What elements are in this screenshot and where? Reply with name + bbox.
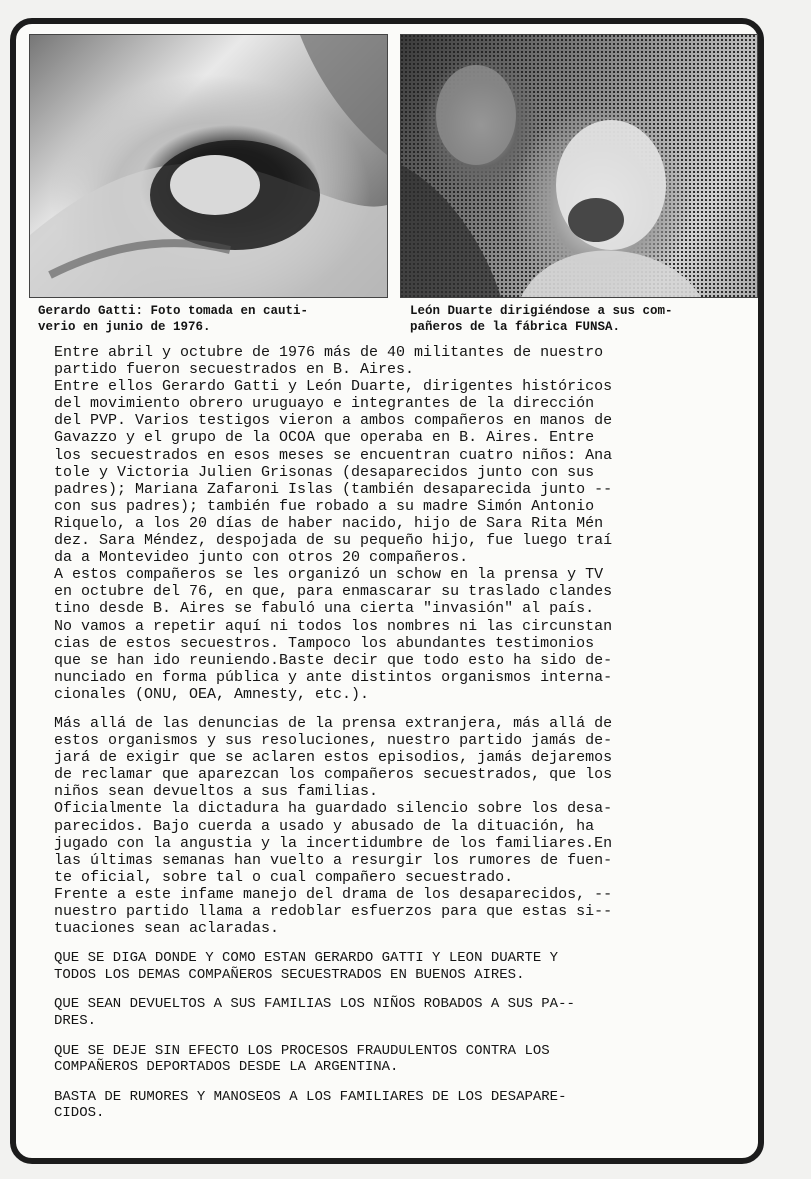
article-body: [54, 344, 754, 1122]
paragraph-1: Entre abril y octubre de 1976 más de 40 militantes de nuestro partido fueron secuestrados en B. Aires. Entre ellos Gerardo Gatti y León Duarte, dirigentes históricos del movimiento obrero uruguayo e integrantes de la dirección del PVP. Varios testigos vieron a ambos compañeros en manos de Gavazzo y el grupo de la OCOA que operaba en B. Aires. Entre los secuestrados en esos meses se encuentran cuatro niños: Ana tole y Victoria Julien Grisonas (desaparecidos junto con sus padres); Mariana Zafaroni Islas (también desaparecida junto -- con sus padres); también fue robado a su madre Simón Antonio Riquelo, a los 20 días de haber nacido, hijo de Sara Rita Mén dez. Sara Méndez, despojada de su pequeño hijo, fue luego traí da a Montevideo junto con otros 20 compañeros. A estos compañeros se les organizó un schow en la prensa y TV en octubre del 76, en que, para enmascarar su traslado clandes tino desde B. Aires se fabuló una cierta "invasión" al país. No vamos a repetir aquí ni todos los nombres ni las circunstan cias de estos secuestros. Tampoco los abundantes testimonios que se han ido reuniendo.Baste decir que todo esto ha sido de- nunciado en forma pública y ante distintos organismos interna- cionales (ONU, OEA, Amnesty, etc.).: [54, 344, 613, 703]
photo-right-shapes: [401, 35, 757, 297]
photo-leon-duarte: [400, 34, 758, 298]
demand-2: QUE SEAN DEVUELTOS A SUS FAMILIAS LOS NIÑOS ROBADOS A SUS PA-- DRES.: [54, 996, 575, 1029]
caption-gerardo-gatti: Gerardo Gatti: Foto tomada en cauti- verio en junio de 1976.: [38, 304, 309, 334]
photo-gerardo-gatti: [29, 34, 388, 298]
paragraph-2: Más allá de las denuncias de la prensa extranjera, más allá de estos organismos y sus resoluciones, nuestro partido jamás de- jará de exigir que se aclaren estos episodios, jamás dejaremos de reclamar que aparezcan los compañeros secuestrados, que los niños sean devueltos a sus familias. Oficialmente la dictadura ha guardado silencio sobre los desa- parecidos. Bajo cuerda a usado y abusado de la dituación, ha jugado con la angustia y la incertidumbre de los familiares.En las últimas semanas han vuelto a resurgir los rumores de fuen- te oficial, sobre tal o cual compañero secuestrado. Frente a este infame manejo del drama de los desaparecidos, -- nuestro partido llama a redoblar esfuerzos para que estas si-- tuaciones sean aclaradas.: [54, 714, 613, 938]
caption-leon-duarte: León Duarte dirigiéndose a sus com- pañeros de la fábrica FUNSA.: [410, 304, 673, 334]
demand-1: QUE SE DIGA DONDE Y COMO ESTAN GERARDO GATTI Y LEON DUARTE Y TODOS LOS DEMAS COMPAÑEROS SECUESTRADOS EN BUENOS AIRES.: [54, 950, 559, 983]
demand-4: BASTA DE RUMORES Y MANOSEOS A LOS FAMILIARES DE LOS DESAPARE- CIDOS.: [54, 1088, 567, 1122]
photo-left-shapes: [30, 35, 387, 297]
paragraph-gap: [54, 703, 754, 715]
demand-3: QUE SE DEJE SIN EFECTO LOS PROCESOS FRAUDULENTOS CONTRA LOS COMPAÑEROS DEPORTADOS DESDE LA ARGENTINA.: [54, 1042, 550, 1076]
